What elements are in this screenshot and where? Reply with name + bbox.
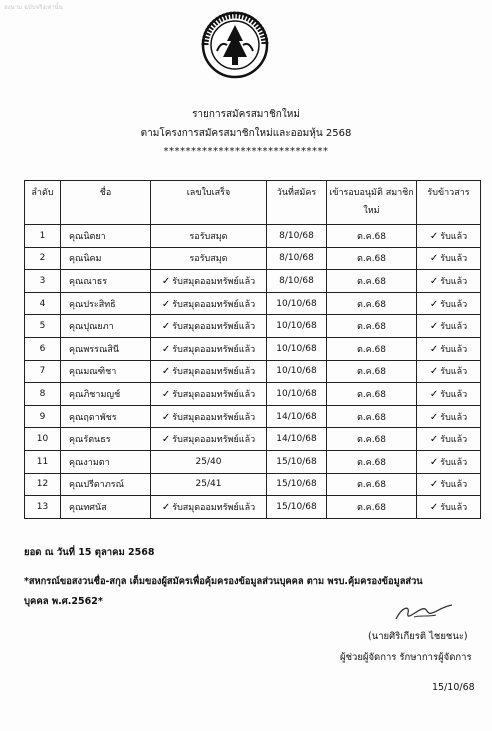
receipt-value: 25/41 — [195, 479, 222, 490]
privacy-note-line2: บุคคล พ.ศ.2562* — [24, 596, 103, 607]
receipt-cell — [151, 450, 267, 473]
receipt-cell — [151, 247, 267, 270]
receipt-value: รับสมุดออมทรัพย์แล้ว — [172, 389, 256, 400]
apply-date: 10/10/68 — [267, 292, 327, 315]
checkmark-icon: ✓ — [161, 434, 171, 446]
checkmark-icon: ✓ — [161, 501, 171, 513]
rice-status: รับแล้ว — [440, 412, 468, 423]
receipt-value: รับสมุดออมทรัพย์แล้ว — [172, 435, 256, 446]
checkmark-icon: ✓ — [429, 230, 439, 242]
approval-round: ต.ค.68 — [327, 337, 417, 360]
rice-status: รับแล้ว — [440, 322, 468, 333]
registration-table — [24, 180, 481, 519]
table-row — [25, 496, 481, 519]
apply-date: 15/10/68 — [267, 450, 327, 473]
table-row — [25, 428, 481, 451]
receipt-cell — [151, 405, 267, 428]
signer-name: (นายศิริเกียรติ ไชยชนะ) — [368, 631, 468, 642]
approval-round: ต.ค.68 — [327, 496, 417, 519]
rice-received-cell — [417, 225, 481, 248]
rice-received-cell — [417, 496, 481, 519]
approval-round: ต.ค.68 — [327, 292, 417, 315]
row-number: 10 — [25, 428, 61, 451]
table-row — [25, 405, 481, 428]
rice-received-cell — [417, 450, 481, 473]
table-row — [25, 383, 481, 406]
table-row — [25, 270, 481, 293]
privacy-note-line1: *สหกรณ์ขอสงวนชื่อ-สกุล เต็มของผู้สมัครเพื่อคุ้มครองข้อมูลส่วนบุคคล ตาม พรบ.คุ้มครองข้อมูลส่วน — [24, 576, 423, 587]
checkmark-icon: ✓ — [429, 275, 439, 287]
row-number: 5 — [25, 315, 61, 338]
row-number: 12 — [25, 473, 61, 496]
member-name: คุณรัตนธร — [61, 428, 151, 451]
receipt-cell — [151, 270, 267, 293]
checkmark-icon: ✓ — [429, 411, 439, 423]
checkmark-icon: ✓ — [429, 434, 439, 446]
rice-status: รับแล้ว — [440, 389, 468, 400]
checkmark-icon: ✓ — [429, 343, 439, 355]
signature-image — [392, 601, 456, 623]
member-name: คุณฤดาพัชร — [61, 405, 151, 428]
receipt-value: รับสมุดออมทรัพย์แล้ว — [172, 299, 256, 310]
checkmark-icon: ✓ — [161, 366, 171, 378]
row-number: 7 — [25, 360, 61, 383]
receipt-cell — [151, 428, 267, 451]
table-row — [25, 225, 481, 248]
checkmark-icon: ✓ — [161, 343, 171, 355]
rice-received-cell — [417, 360, 481, 383]
table-row — [25, 247, 481, 270]
row-number: 2 — [25, 247, 61, 270]
apply-date: 8/10/68 — [267, 247, 327, 270]
apply-date: 10/10/68 — [267, 360, 327, 383]
checkmark-icon: ✓ — [429, 321, 439, 333]
checkmark-icon: ✓ — [429, 366, 439, 378]
apply-date: 10/10/68 — [267, 383, 327, 406]
rice-status: รับแล้ว — [440, 231, 468, 242]
receipt-value: รอรับสมุด — [189, 231, 228, 242]
column-header: รับข้าวสาร — [417, 181, 481, 225]
signer-title: ผู้ช่วยผู้จัดการ รักษาการผู้จัดการ — [340, 652, 472, 663]
table-row — [25, 315, 481, 338]
rice-status: รับแล้ว — [440, 254, 468, 265]
cooperative-seal-logo — [201, 11, 269, 79]
member-name: คุณปุณยภา — [61, 315, 151, 338]
receipt-cell — [151, 496, 267, 519]
approval-round: ต.ค.68 — [327, 315, 417, 338]
signed-date: 15/10/68 — [432, 682, 475, 693]
checkmark-icon: ✓ — [161, 275, 171, 287]
rice-status: รับแล้ว — [440, 502, 468, 513]
receipt-value: 25/40 — [195, 456, 222, 467]
checkmark-icon: ✓ — [429, 456, 439, 468]
column-header: ชื่อ — [61, 181, 151, 225]
column-header: วันที่สมัคร — [267, 181, 327, 225]
approval-round: ต.ค.68 — [327, 383, 417, 406]
row-number: 13 — [25, 496, 61, 519]
receipt-cell — [151, 360, 267, 383]
table-row — [25, 360, 481, 383]
rice-received-cell — [417, 405, 481, 428]
document-subtitle: ตามโครงการสมัครสมาชิกใหม่และออมหุ้น 2568 — [140, 128, 352, 139]
column-header: เข้ารอบอนุมัติ สมาชิกใหม่ — [327, 181, 417, 225]
member-name: คุณณาธร — [61, 270, 151, 293]
rice-status: รับแล้ว — [440, 457, 468, 468]
member-name: คุณงามตา — [61, 450, 151, 473]
row-number: 6 — [25, 337, 61, 360]
checkmark-icon: ✓ — [429, 253, 439, 265]
rice-received-cell — [417, 292, 481, 315]
checkmark-icon: ✓ — [161, 321, 171, 333]
checkmark-icon: ✓ — [161, 388, 171, 400]
approval-round: ต.ค.68 — [327, 225, 417, 248]
rice-received-cell — [417, 270, 481, 293]
approval-round: ต.ค.68 — [327, 405, 417, 428]
receipt-value: รับสมุดออมทรัพย์แล้ว — [172, 322, 256, 333]
member-name: คุณนิตยา — [61, 225, 151, 248]
member-name: คุณพรรณสินี — [61, 337, 151, 360]
rice-status: รับแล้ว — [440, 435, 468, 446]
table-row — [25, 473, 481, 496]
receipt-cell — [151, 225, 267, 248]
member-name: คุณมณฑิชา — [61, 360, 151, 383]
row-number: 11 — [25, 450, 61, 473]
asterisk-divider: ****************************** — [163, 146, 329, 157]
apply-date: 10/10/68 — [267, 337, 327, 360]
approval-round: ต.ค.68 — [327, 428, 417, 451]
checkmark-icon: ✓ — [429, 501, 439, 513]
rice-status: รับแล้ว — [440, 480, 468, 491]
rice-received-cell — [417, 383, 481, 406]
member-name: คุณนิคม — [61, 247, 151, 270]
approval-round: ต.ค.68 — [327, 247, 417, 270]
receipt-cell — [151, 315, 267, 338]
receipt-cell — [151, 337, 267, 360]
checkmark-icon: ✓ — [429, 298, 439, 310]
checkmark-icon: ✓ — [429, 388, 439, 400]
rice-status: รับแล้ว — [440, 367, 468, 378]
rice-status: รับแล้ว — [440, 344, 468, 355]
member-name: คุณปรีดาภรณ์ — [61, 473, 151, 496]
row-number: 4 — [25, 292, 61, 315]
row-number: 1 — [25, 225, 61, 248]
receipt-cell — [151, 383, 267, 406]
rice-received-cell — [417, 315, 481, 338]
rice-received-cell — [417, 473, 481, 496]
row-number: 3 — [25, 270, 61, 293]
receipt-cell — [151, 473, 267, 496]
apply-date: 15/10/68 — [267, 496, 327, 519]
checkmark-icon: ✓ — [429, 479, 439, 491]
apply-date: 10/10/68 — [267, 315, 327, 338]
receipt-cell — [151, 292, 267, 315]
rice-status: รับแล้ว — [440, 299, 468, 310]
receipt-value: รับสมุดออมทรัพย์แล้ว — [172, 412, 256, 423]
receipt-value: รอรับสมุด — [189, 254, 228, 265]
rice-received-cell — [417, 247, 481, 270]
corner-watermark: ลงนาม ฉบับจริงเท่านั้น — [4, 4, 63, 11]
table-row — [25, 450, 481, 473]
rice-received-cell — [417, 337, 481, 360]
apply-date: 14/10/68 — [267, 405, 327, 428]
row-number: 8 — [25, 383, 61, 406]
receipt-value: รับสมุดออมทรัพย์แล้ว — [172, 344, 256, 355]
apply-date: 8/10/68 — [267, 225, 327, 248]
rice-received-cell — [417, 428, 481, 451]
approval-round: ต.ค.68 — [327, 473, 417, 496]
receipt-value: รับสมุดออมทรัพย์แล้ว — [172, 502, 256, 513]
approval-round: ต.ค.68 — [327, 270, 417, 293]
apply-date: 15/10/68 — [267, 473, 327, 496]
receipt-value: รับสมุดออมทรัพย์แล้ว — [172, 276, 256, 287]
member-name: คุณภิชามญช์ — [61, 383, 151, 406]
column-header: เลขใบเสร็จ — [151, 181, 267, 225]
rice-status: รับแล้ว — [440, 276, 468, 287]
table-row — [25, 292, 481, 315]
apply-date: 8/10/68 — [267, 270, 327, 293]
approval-round: ต.ค.68 — [327, 450, 417, 473]
apply-date: 14/10/68 — [267, 428, 327, 451]
receipt-value: รับสมุดออมทรัพย์แล้ว — [172, 367, 256, 378]
as-of-date: ยอด ณ วันที่ 15 ตุลาคม 2568 — [24, 547, 155, 558]
column-header: ลำดับ — [25, 181, 61, 225]
row-number: 9 — [25, 405, 61, 428]
approval-round: ต.ค.68 — [327, 360, 417, 383]
checkmark-icon: ✓ — [161, 411, 171, 423]
table-row — [25, 337, 481, 360]
table-header-row — [25, 181, 481, 225]
member-name: คุณทศนัส — [61, 496, 151, 519]
member-name: คุณประสิทธิ — [61, 292, 151, 315]
document-title: รายการสมัครสมาชิกใหม่ — [192, 109, 300, 120]
checkmark-icon: ✓ — [161, 298, 171, 310]
